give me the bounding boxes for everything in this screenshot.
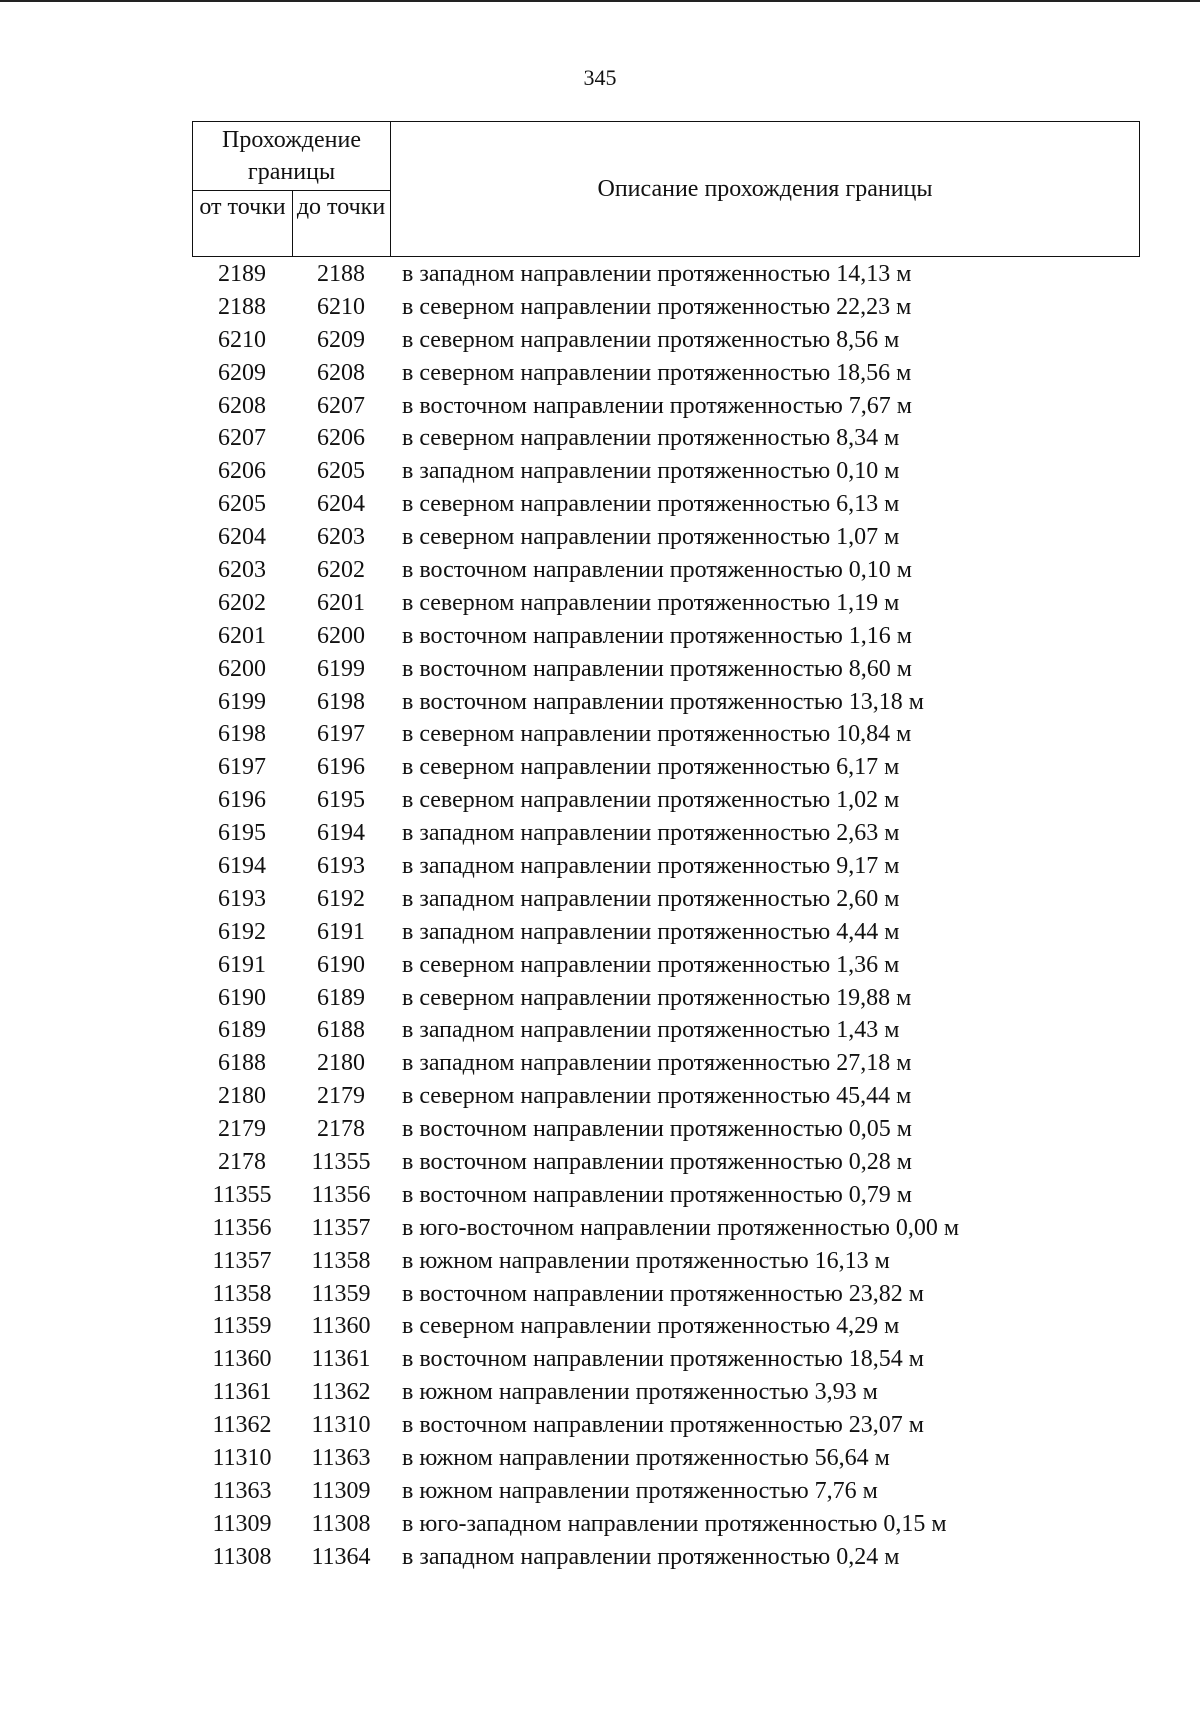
table-row [192,916,1092,949]
row-to-point: 6201 [317,589,365,616]
row-from-point: 6206 [218,458,266,485]
header-passage-column [193,122,391,256]
row-description: в южном направлении протяженностью 7,76 м [402,1477,878,1504]
row-description: в северном направлении протяженностью 45,44 м [402,1083,912,1110]
row-to-point: 6209 [317,326,365,353]
row-to-point: 6207 [317,392,365,419]
table-row [192,751,1092,784]
row-from-point: 6190 [218,984,266,1011]
row-from-point: 11358 [212,1280,272,1307]
row-description: в восточном направлении протяженностью 8,60 м [402,655,912,682]
table-row [192,422,1092,455]
row-to-point: 6205 [317,458,365,485]
row-description: в западном направлении протяженностью 2,63 м [402,820,900,847]
row-description: в западном направлении протяженностью 27,18 м [402,1050,912,1077]
table-row [192,357,1092,390]
row-to-point: 2179 [317,1083,365,1110]
row-from-point: 6210 [218,326,266,353]
row-to-point: 2180 [317,1050,365,1077]
row-to-point: 6191 [317,918,365,945]
table-row [192,1245,1092,1278]
row-from-point: 6196 [218,787,266,814]
table-row [192,291,1092,324]
row-description: в юго-восточном направлении протяженностью 0,00 м [402,1214,960,1241]
table-row [192,455,1092,488]
row-description: в западном направлении протяженностью 0,24 м [402,1543,900,1570]
row-from-point: 6194 [218,852,266,879]
table-row [192,1113,1092,1146]
row-from-point: 6199 [218,688,266,715]
row-to-point: 2188 [317,260,365,287]
table-row [192,1409,1092,1442]
row-from-point: 2188 [218,293,266,320]
row-from-point: 6192 [218,918,266,945]
row-description: в западном направлении протяженностью 1,43 м [402,1017,900,1044]
header-to-point: до точки [296,194,386,220]
table-row [192,883,1092,916]
row-description: в северном направлении протяженностью 8,34 м [402,425,900,452]
row-to-point: 11358 [311,1247,371,1274]
row-from-point: 11355 [212,1181,272,1208]
row-to-point: 6189 [317,984,365,1011]
row-from-point: 6208 [218,392,266,419]
row-to-point: 11355 [311,1148,371,1175]
table-row [192,521,1092,554]
page-number: 345 [583,65,617,90]
table-row [192,258,1092,291]
row-from-point: 6205 [218,491,266,518]
row-to-point: 6199 [317,655,365,682]
row-from-point: 11308 [212,1543,272,1570]
row-description: в восточном направлении протяженностью 0,28 м [402,1148,912,1175]
table-row [192,620,1092,653]
row-from-point: 11309 [212,1510,272,1537]
row-to-point: 11361 [311,1346,371,1373]
row-to-point: 6192 [317,885,365,912]
row-from-point: 11361 [212,1379,272,1406]
table-row [192,587,1092,620]
row-description: в восточном направлении протяженностью 0,10 м [402,556,912,583]
row-to-point: 2178 [317,1116,365,1143]
table-row [192,1311,1092,1344]
row-from-point: 6209 [218,359,266,386]
row-from-point: 6188 [218,1050,266,1077]
row-to-point: 6188 [317,1017,365,1044]
row-from-point: 11359 [212,1313,272,1340]
row-to-point: 6210 [317,293,365,320]
table-row [192,653,1092,686]
row-description: в южном направлении протяженностью 16,13 м [402,1247,890,1274]
row-description: в северном направлении протяженностью 18,56 м [402,359,912,386]
row-from-point: 6201 [218,622,266,649]
table-row [192,817,1092,850]
row-to-point: 11308 [311,1510,371,1537]
row-description: в юго-западном направлении протяженностью 0,15 м [402,1510,947,1537]
row-to-point: 6198 [317,688,365,715]
table-row [192,949,1092,982]
row-description: в восточном направлении протяженностью 0,79 м [402,1181,912,1208]
row-description: в западном направлении протяженностью 2,60 м [402,885,900,912]
table-row [192,488,1092,521]
row-description: в северном направлении протяженностью 1,02 м [402,787,900,814]
table-row [192,1442,1092,1475]
row-description: в восточном направлении протяженностью 13,18 м [402,688,924,715]
row-from-point: 2179 [218,1116,266,1143]
row-to-point: 6203 [317,524,365,551]
table-row [192,1278,1092,1311]
row-from-point: 2180 [218,1083,266,1110]
row-from-point: 6198 [218,721,266,748]
header-description: Описание прохождения границы [597,175,933,202]
row-to-point: 11364 [311,1543,371,1570]
table-row [192,1179,1092,1212]
row-from-point: 6200 [218,655,266,682]
table-row [192,1014,1092,1047]
row-to-point: 11360 [311,1313,371,1340]
row-from-point: 2189 [218,260,266,287]
row-to-point: 6200 [317,622,365,649]
row-description: в западном направлении протяженностью 14,13 м [402,260,912,287]
table-row [192,1080,1092,1113]
table-row [192,1343,1092,1376]
row-to-point: 6190 [317,951,365,978]
table-row [192,1047,1092,1080]
header-passage-title: Прохождение границы [193,122,390,191]
row-description: в восточном направлении протяженностью 23,82 м [402,1280,924,1307]
row-description: в восточном направлении протяженностью 1,16 м [402,622,912,649]
table-row [192,1376,1092,1409]
row-to-point: 11309 [311,1477,371,1504]
row-to-point: 6196 [317,754,365,781]
table-row [192,390,1092,423]
table-row [192,982,1092,1015]
row-to-point: 6208 [317,359,365,386]
row-to-point: 6204 [317,491,365,518]
table-row [192,324,1092,357]
table-header [192,121,1140,257]
table-row [192,1475,1092,1508]
row-description: в северном направлении протяженностью 10,84 м [402,721,912,748]
row-description: в южном направлении протяженностью 3,93 м [402,1379,878,1406]
page-top-edge [0,0,1200,2]
row-from-point: 11310 [212,1445,272,1471]
row-to-point: 11362 [311,1379,371,1406]
row-description: в северном направлении протяженностью 1,07 м [402,524,900,551]
row-to-point: 6202 [317,556,365,583]
row-to-point: 11356 [311,1181,371,1208]
row-from-point: 6195 [218,820,266,847]
row-description: в северном направлении протяженностью 6,17 м [402,754,900,781]
table-row [192,718,1092,751]
row-description: в западном направлении протяженностью 9,17 м [402,852,900,879]
header-from-point: от точки [193,191,293,256]
row-description: в северном направлении протяженностью 6,13 м [402,491,900,518]
row-to-point: 11359 [311,1280,371,1307]
row-to-point: 6195 [317,787,365,814]
row-description: в северном направлении протяженностью 19,88 м [402,984,912,1011]
row-from-point: 6207 [218,425,266,452]
row-from-point: 2178 [218,1148,266,1175]
table-row [192,686,1092,719]
row-from-point: 11363 [212,1477,272,1504]
row-to-point: 6194 [317,820,365,847]
row-description: в восточном направлении протяженностью 18,54 м [402,1346,924,1373]
row-to-point: 6193 [317,852,365,879]
row-description: в восточном направлении протяженностью 23,07 м [402,1412,924,1439]
row-description: в восточном направлении протяженностью 7,67 м [402,392,912,419]
row-description: в западном направлении протяженностью 4,44 м [402,918,900,945]
row-description: в восточном направлении протяженностью 0,05 м [402,1116,912,1143]
table-row [192,850,1092,883]
row-from-point: 6197 [218,754,266,781]
row-description: в северном направлении протяженностью 22,23 м [402,293,912,320]
row-description: в северном направлении протяженностью 8,56 м [402,326,900,353]
row-from-point: 11360 [212,1346,272,1373]
row-from-point: 6191 [218,951,266,978]
row-from-point: 11357 [212,1247,272,1274]
table-row [192,1146,1092,1179]
row-from-point: 6193 [218,885,266,912]
table-row [192,1212,1092,1245]
row-from-point: 6204 [218,524,266,551]
table-row [192,1508,1092,1541]
table-row [192,784,1092,817]
row-description: в северном направлении протяженностью 1,36 м [402,951,900,978]
row-to-point: 11363 [311,1445,371,1471]
row-from-point: 6203 [218,556,266,583]
table-body [192,258,1092,1574]
row-to-point: 11357 [311,1214,371,1241]
row-to-point: 11310 [311,1412,371,1439]
row-description: в северном направлении протяженностью 1,19 м [402,589,900,616]
row-from-point: 11362 [212,1412,272,1439]
row-from-point: 6202 [218,589,266,616]
row-description: в северном направлении протяженностью 4,29 м [402,1313,900,1340]
table-row [192,554,1092,587]
row-from-point: 6189 [218,1017,266,1044]
row-from-point: 11356 [212,1214,272,1241]
row-description: в южном направлении протяженностью 56,64 м [402,1445,890,1471]
row-to-point: 6206 [317,425,365,452]
table-row [192,1541,1092,1574]
row-to-point: 6197 [317,721,365,748]
row-description: в западном направлении протяженностью 0,10 м [402,458,900,485]
